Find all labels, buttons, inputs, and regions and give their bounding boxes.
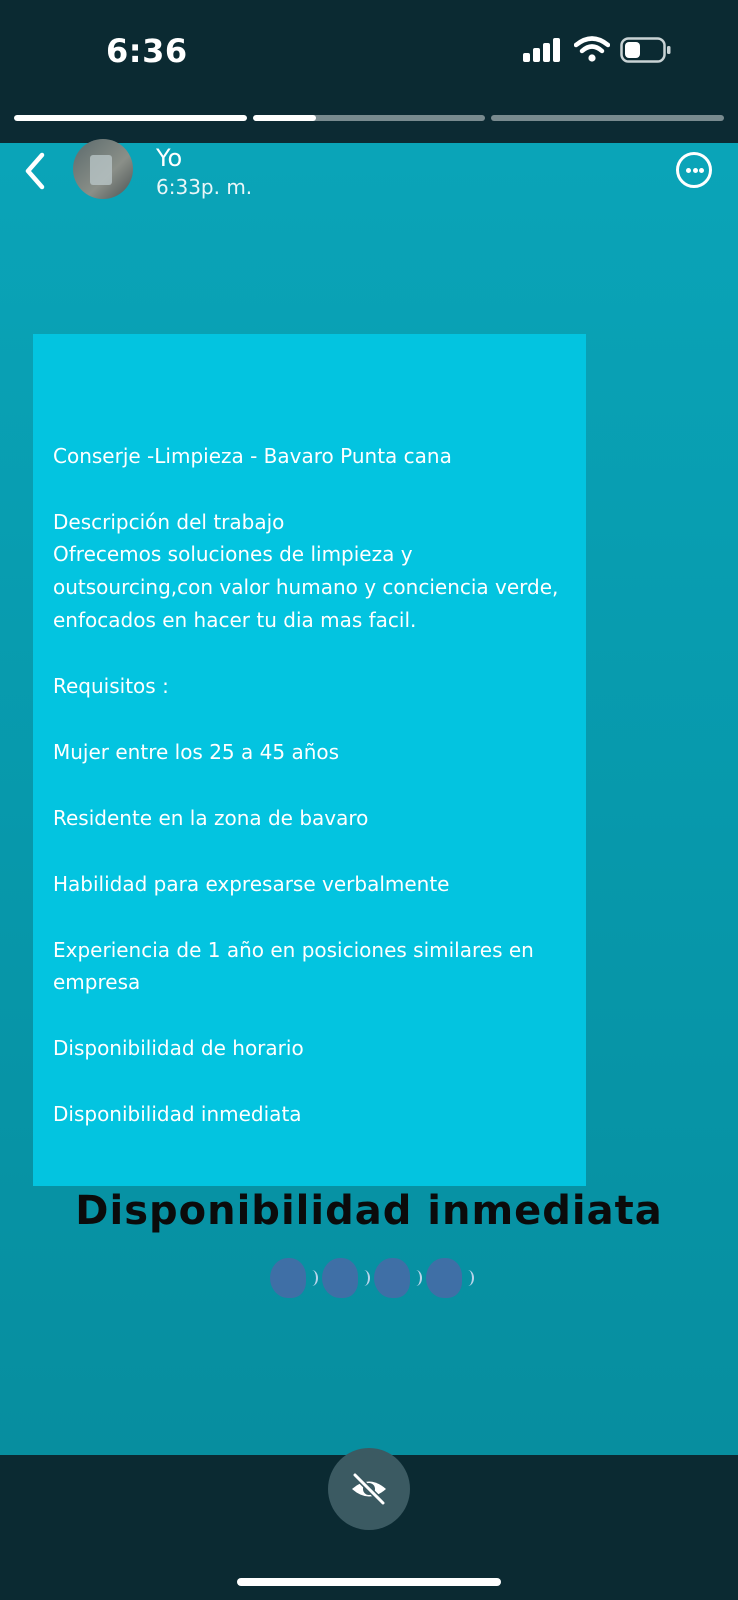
card-line: empresa [53,970,141,994]
card-line: Habilidad para expresarse verbalmente [53,872,450,896]
hide-story-button[interactable] [328,1448,410,1530]
cellular-signal-icon [523,36,563,62]
wifi-icon [574,36,610,62]
eye-slash-icon [328,1448,410,1530]
story-timestamp: 6:33p. m. [156,175,253,199]
speaking-head-icon [462,1270,474,1286]
battery-icon [620,37,672,63]
back-chevron-icon[interactable] [20,150,52,192]
card-line: Disponibilidad de horario [53,1036,304,1060]
card-line: Disponibilidad inmediata [53,1102,302,1126]
speaking-head-icon [270,1258,306,1298]
speaking-head-icons [268,1258,478,1302]
speaking-head-icon [426,1258,462,1298]
home-indicator[interactable] [237,1578,501,1586]
speaking-head-icon [410,1270,422,1286]
card-title: Conserje -Limpieza - Bavaro Punta cana [53,444,452,468]
card-line: Experiencia de 1 año en posiciones similares en [53,938,534,962]
card-line: outsourcing,con valor humano y conciencia verde, [53,575,559,599]
status-bar [0,0,738,110]
speaking-head-icon [358,1270,370,1286]
story-progress-2 [253,115,485,121]
card-line: Requisitos : [53,674,169,698]
speaking-head-icon [374,1258,410,1298]
status-time: 6:36 [106,32,188,70]
card-line: enfocados en hacer tu dia mas facil. [53,608,417,632]
story-progress-3 [491,115,724,121]
card-line: Ofrecemos soluciones de limpieza y [53,542,413,566]
more-options-icon[interactable] [676,152,712,188]
card-line: Descripción del trabajo [53,510,285,534]
job-post-card [33,334,586,1186]
story-headline: Disponibilidad inmediata [75,1188,663,1234]
story-progress-1 [14,115,247,121]
card-line: Residente en la zona de bavaro [53,806,369,830]
card-line: Mujer entre los 25 a 45 años [53,740,340,764]
avatar[interactable] [73,139,133,199]
story-username[interactable]: Yo [156,144,183,172]
speaking-head-icon [322,1258,358,1298]
speaking-head-icon [306,1270,318,1286]
